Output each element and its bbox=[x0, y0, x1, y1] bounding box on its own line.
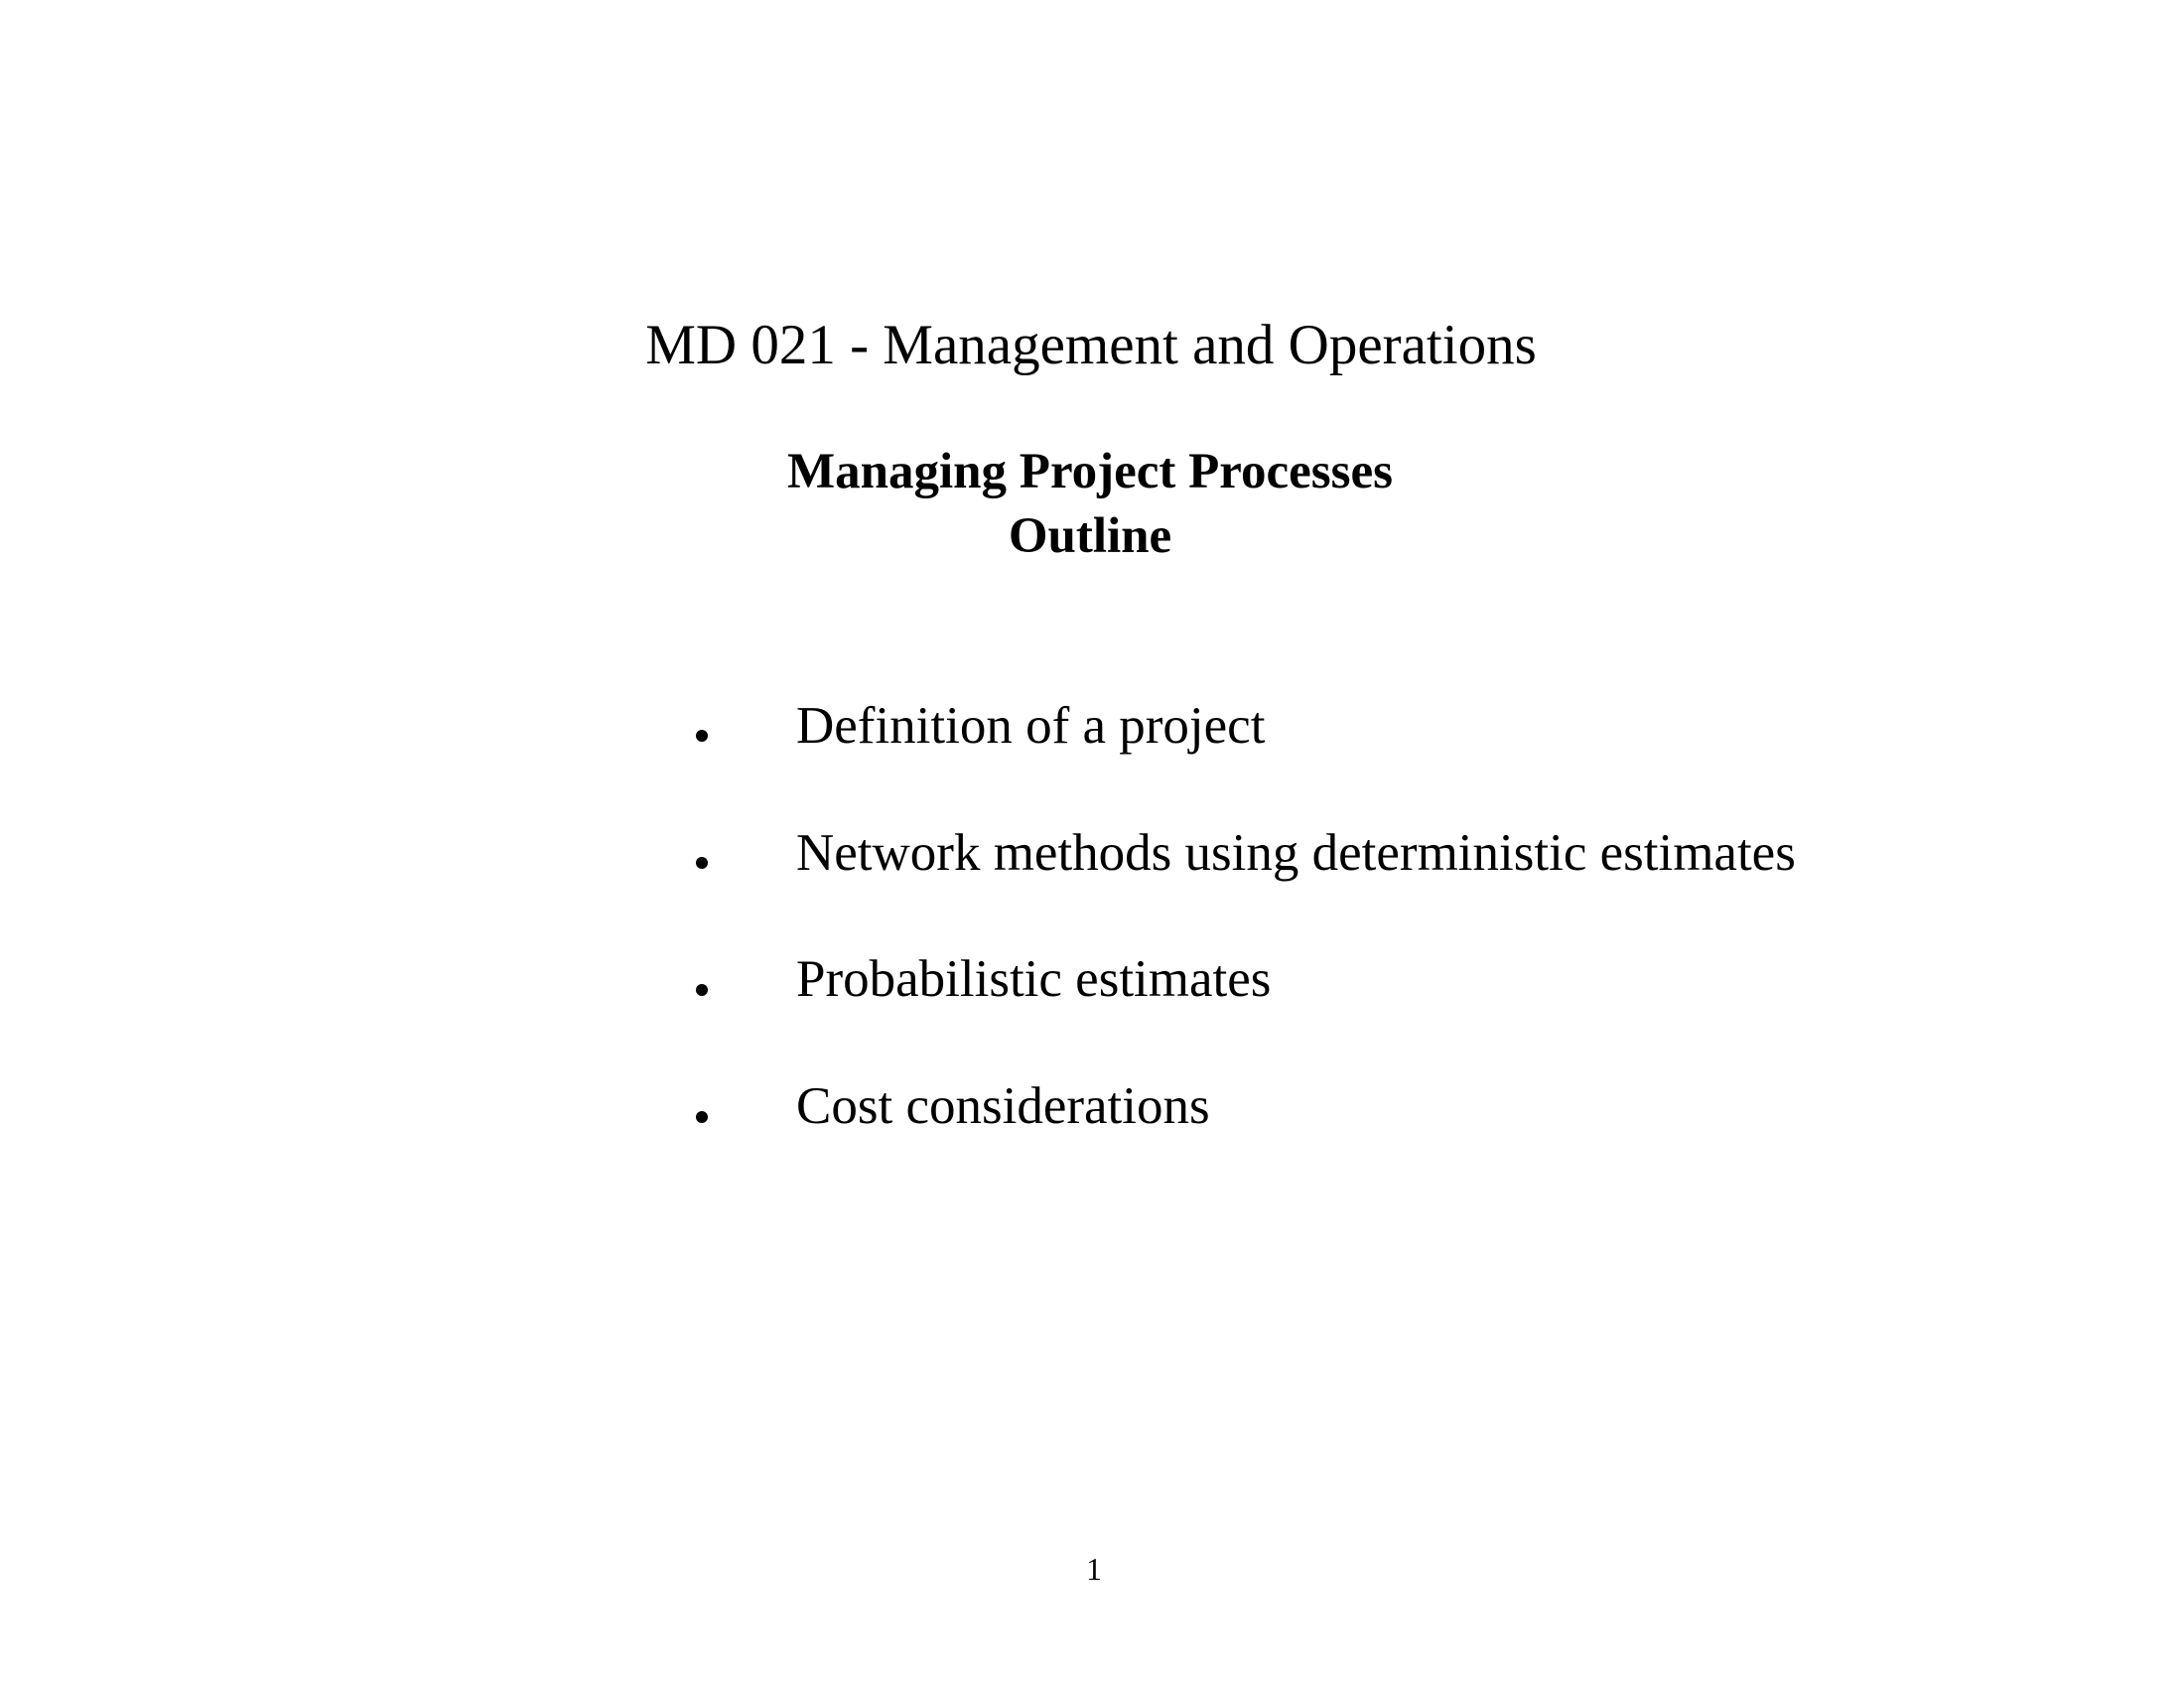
page-number: 1 bbox=[1086, 1551, 1102, 1587]
outline-item-label: Definition of a project bbox=[796, 697, 1266, 755]
outline-item-label: Probabilistic estimates bbox=[796, 950, 1272, 1008]
bullet-icon bbox=[696, 730, 708, 742]
course-title: MD 021 - Management and Operations bbox=[645, 314, 1537, 376]
outline-item-label: Network methods using deterministic estimates bbox=[796, 824, 1796, 882]
outline-item-label: Cost considerations bbox=[796, 1077, 1210, 1135]
section-heading: Managing Project Processes bbox=[787, 444, 1393, 499]
outline-item bbox=[0, 1077, 2184, 1140]
bullet-icon bbox=[696, 857, 708, 869]
section-subheading: Outline bbox=[1008, 508, 1172, 564]
outline-item bbox=[0, 697, 2184, 760]
bullet-icon bbox=[696, 1111, 708, 1123]
bullet-icon bbox=[696, 984, 708, 996]
outline-item bbox=[0, 950, 2184, 1013]
outline-item bbox=[0, 824, 2184, 887]
